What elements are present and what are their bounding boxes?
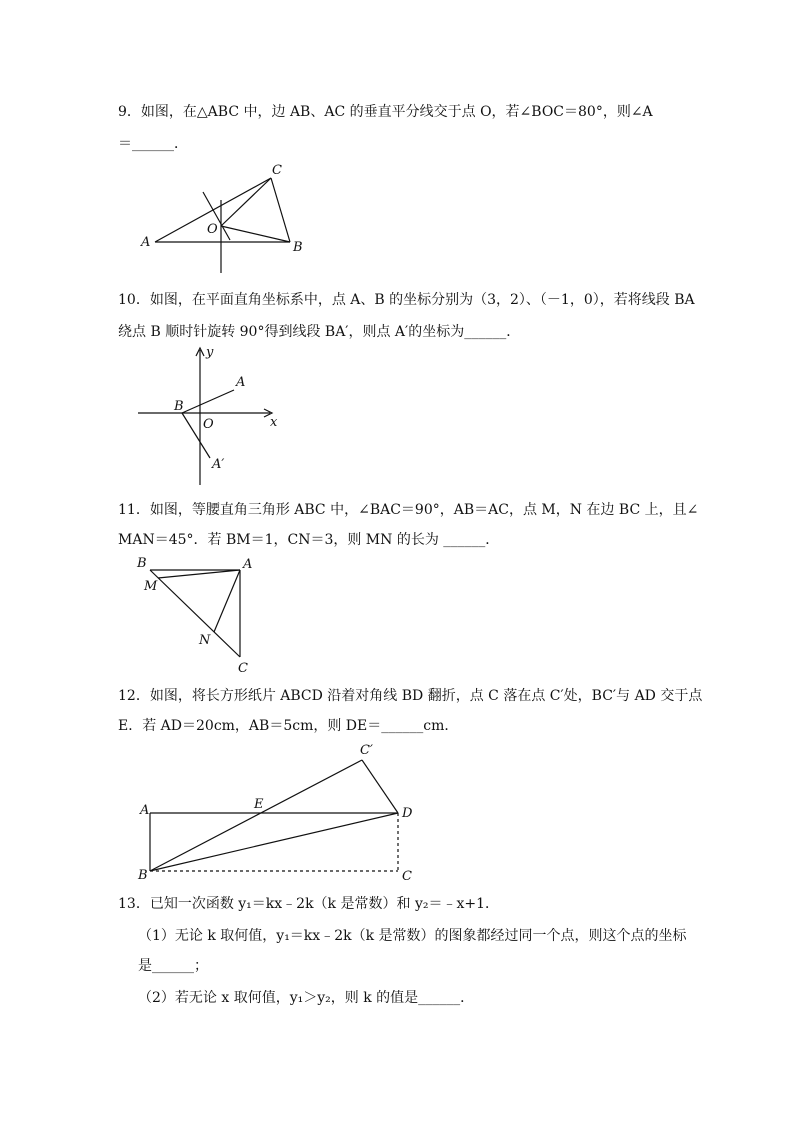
label-a: A xyxy=(243,557,253,572)
label-a: A xyxy=(236,375,246,390)
figure-12-folded-rectangle xyxy=(130,738,430,888)
problem-10-line-1: 10．如图，在平面直角坐标系中，点 A、B 的坐标分别为（3，2）、（－1，0），若将线段 BA xyxy=(118,292,695,308)
problem-9-line-1: 9．如图，在△ABC 中，边 AB、AC 的垂直平分线交于点 O，若∠BOC＝80°，则∠A xyxy=(118,104,653,120)
problem-9-line-2: ＝______． xyxy=(118,136,188,152)
problem-12-line-2: E．若 AD＝20cm，AB＝5cm，则 DE＝______cm． xyxy=(118,718,459,734)
label-c: C xyxy=(238,661,248,676)
problem-10-line-2: 绕点 B 顺时针旋转 90°得到线段 BA′，则点 A′的坐标为______． xyxy=(118,324,521,340)
segment-am xyxy=(158,570,240,578)
figure-9-triangle xyxy=(135,160,315,280)
segment-c-prime-d xyxy=(362,760,398,813)
problem-13-part-2-line: （2）若无论 x 取何值，y₁＞y₂，则 k 的值是______． xyxy=(138,990,475,1006)
figure-11-isosceles-right-triangle xyxy=(130,552,270,677)
label-x: x xyxy=(270,415,278,430)
label-c: C xyxy=(272,163,282,178)
problem-12-line-1: 12．如图，将长方形纸片 ABCD 沿着对角线 BD 翻折，点 C 落在点 C′处，BC′与 AD 交于点 xyxy=(118,688,703,704)
problem-11-line-2: MAN＝45°．若 BM＝1，CN＝3，则 MN 的长为 ______． xyxy=(118,532,500,548)
problem-13-part-1-line-2: 是______； xyxy=(138,958,208,974)
label-c: C xyxy=(402,869,412,884)
label-b: B xyxy=(174,399,184,414)
label-b: B xyxy=(138,868,148,883)
label-n: N xyxy=(199,633,211,648)
label-m: M xyxy=(144,579,158,594)
label-b: B xyxy=(293,240,303,255)
segment-ob xyxy=(221,226,290,242)
label-o: O xyxy=(203,417,214,432)
segment-bd xyxy=(150,813,398,871)
label-c-prime: C′ xyxy=(360,743,373,758)
segment-bc-prime xyxy=(150,760,362,871)
label-d: D xyxy=(402,806,413,821)
label-a-prime: A′ xyxy=(212,457,225,472)
problem-11-line-1: 11．如图，等腰直角三角形 ABC 中，∠BAC＝90°，AB＝AC，点 M，N 在边 BC 上，且∠ xyxy=(118,502,699,518)
segment-bc xyxy=(271,178,290,242)
problem-13-part-1-line-1: （1）无论 k 取何值，y₁＝kx﹣2k（k 是常数）的图象都经过同一个点，则这个点的坐标 xyxy=(138,928,687,944)
label-o: O xyxy=(207,222,218,237)
segment-an xyxy=(214,570,240,632)
problem-13-line-1: 13．已知一次函数 y₁＝kx﹣2k（k 是常数）和 y₂＝﹣x+1． xyxy=(118,896,499,912)
segment-ba xyxy=(182,390,234,413)
label-a: A xyxy=(141,235,151,250)
label-a: A xyxy=(140,803,150,818)
label-y: y xyxy=(206,345,214,360)
figure-10-coordinate-plane xyxy=(130,340,290,490)
segment-bc xyxy=(150,570,240,657)
label-b: B xyxy=(137,556,147,571)
label-e: E xyxy=(254,797,264,812)
